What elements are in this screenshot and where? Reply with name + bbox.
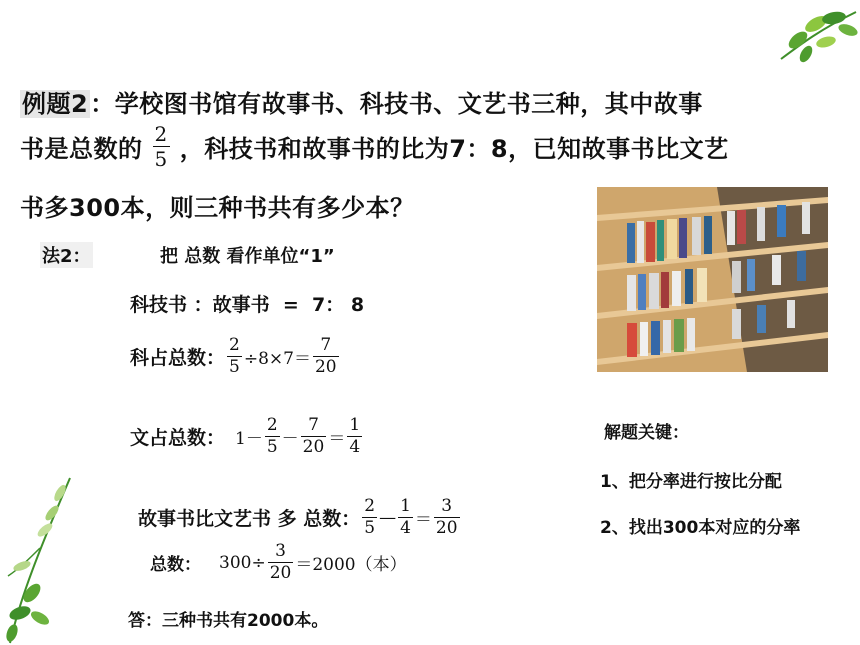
fraction-2-5: $\frac{2}{5}$: [364, 496, 376, 538]
difference-share-label: 故事书比文艺书 多 总数：: [138, 508, 361, 530]
science-share-label: 科占总数：: [130, 347, 226, 369]
leaf-decoration-bottom-left: [0, 468, 80, 645]
fraction-3-20: $\frac{3}{20}$: [269, 541, 292, 583]
key-heading: 解题关键：: [604, 423, 689, 443]
fraction-1-4: $\frac{1}{4}$: [349, 415, 361, 457]
total-lead: 300÷: [219, 552, 266, 573]
method-label: 法2：: [40, 242, 93, 268]
literature-share-label: 文占总数：: [130, 427, 226, 449]
fraction-2-5: $\frac{2}{5}$: [266, 415, 278, 457]
operator-minus: —: [379, 507, 397, 528]
literature-share-formula: [235, 417, 364, 456]
operator-equals: ＝: [328, 429, 346, 449]
leaf-decoration-top-right: [776, 4, 860, 66]
total-label: 总数：: [150, 555, 201, 575]
problem-text-2a: 书是总数的: [20, 135, 143, 163]
fraction-2-5: $\frac{2}{5}$: [229, 335, 240, 377]
problem-text-3: 书多300本，则三种书共有多少本？: [20, 194, 415, 222]
problem-line-3: [20, 188, 415, 223]
bookshelf-photo: [597, 187, 828, 372]
problem-line-1: [20, 84, 703, 119]
difference-share-formula: [360, 498, 461, 537]
difference-share-line: [138, 498, 462, 537]
fraction-1-4: $\frac{1}{4}$: [400, 496, 411, 538]
answer-line: 答：三种书共有2000本。: [128, 611, 329, 631]
problem-text-2b: ，科技书和故事书的比为7：8，已知故事书比文艺: [179, 135, 729, 163]
operator-equals: ＝: [414, 510, 432, 530]
one-minus: 1－: [235, 429, 263, 449]
operator-minus: －: [281, 429, 299, 449]
science-share-line: [130, 337, 341, 376]
method-statement: 把 总数 看作单位“1”: [160, 246, 335, 267]
fraction-3-20: $\frac{3}{20}$: [435, 496, 458, 538]
literature-share-line: [130, 417, 364, 456]
fraction-two-fifths: $\frac{2}{5}$: [154, 122, 168, 171]
key-point-1: 1、把分率进行按比分配: [600, 472, 782, 492]
ratio-line: 科技书 ：故事书 = 7： 8: [130, 294, 365, 316]
problem-label: 例题2: [22, 90, 89, 118]
total-line: [150, 543, 407, 582]
fraction-7-20: $\frac{7}{20}$: [314, 335, 337, 377]
total-result: ＝2000（本）: [295, 555, 407, 575]
key-point-2: 2、找出300本对应的分率: [600, 518, 801, 538]
operator-divide-multiply: ÷8×7＝: [243, 349, 311, 369]
total-formula: [219, 543, 407, 582]
problem-text-1: ：学校图书馆有故事书、科技书、文艺书三种，其中故事: [90, 90, 703, 118]
problem-line-2: [20, 124, 729, 169]
science-share-formula: [225, 337, 341, 376]
fraction-7-20: $\frac{7}{20}$: [302, 415, 325, 457]
